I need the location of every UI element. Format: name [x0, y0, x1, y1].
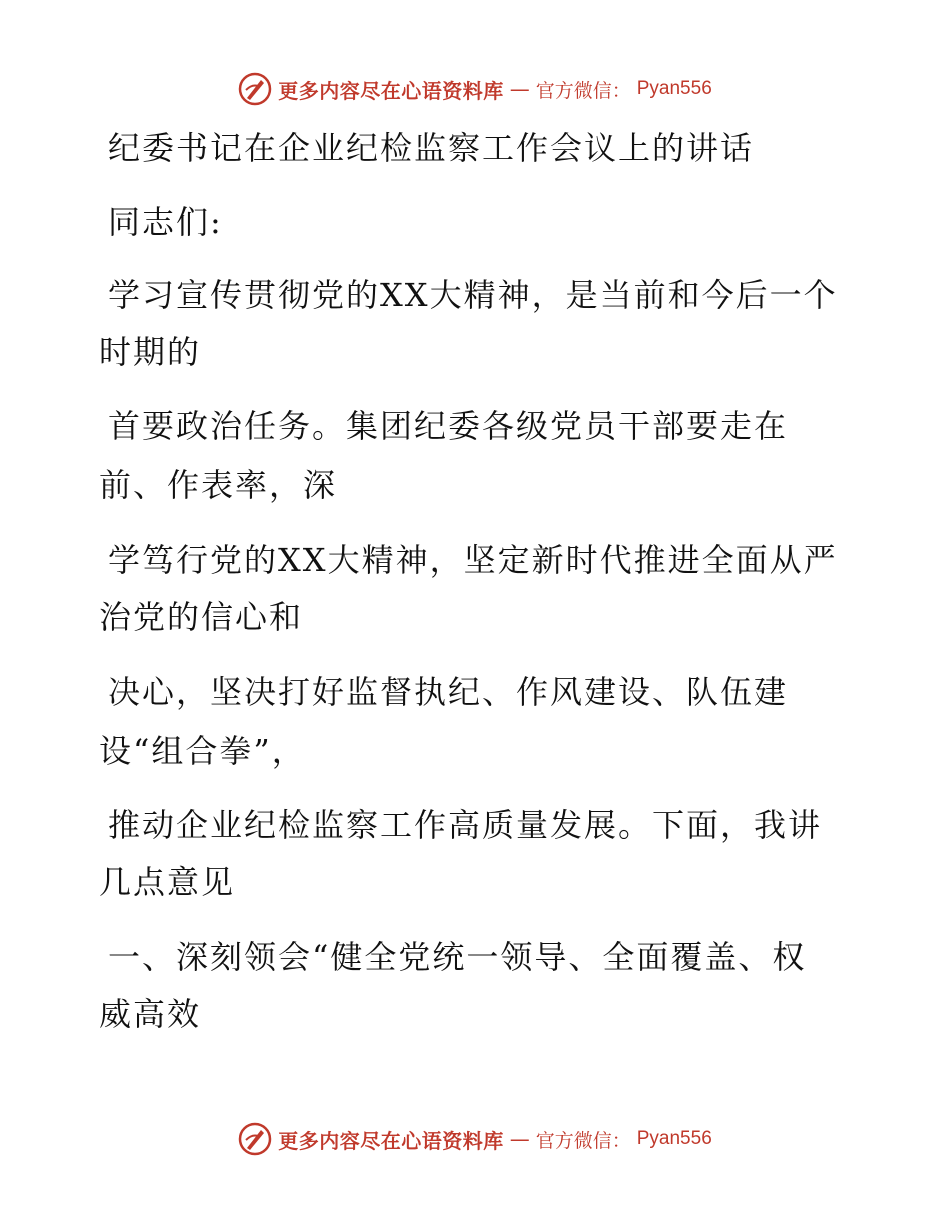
watermark-label: 官方微信：: [535, 1129, 631, 1152]
text-line: 学习宣传贯彻党的XX大精神，是当前和今后一个: [108, 276, 838, 314]
text-line: 前、作表率，深: [99, 466, 338, 504]
watermark-account: Pyan556: [636, 1128, 712, 1149]
document-title: 纪委书记在企业纪检监察工作会议上的讲话: [108, 129, 755, 167]
text-line: 设“组合拳”，: [99, 732, 306, 770]
watermark-separator: —: [509, 1127, 530, 1151]
quill-logo-icon: [238, 1122, 272, 1156]
watermark-separator: —: [509, 77, 530, 101]
text-line: 治党的信心和: [99, 598, 304, 636]
text-line: 时期的: [99, 333, 202, 371]
text-line: 决心，坚决打好监督执纪、作风建设、队伍建: [108, 673, 789, 711]
text-line: 首要政治任务。集团纪委各级党员干部要走在: [108, 407, 789, 445]
section-heading: 一、深刻领会“健全党统一领导、全面覆盖、权: [108, 938, 807, 976]
text-line: 推动企业纪检监察工作高质量发展。下面，我讲: [108, 806, 823, 844]
quill-logo-icon: [238, 72, 272, 106]
text-line: 学笃行党的XX大精神，坚定新时代推进全面从严: [108, 541, 838, 579]
text-line: 几点意见: [99, 863, 236, 901]
header-watermark: [0, 72, 950, 106]
footer-watermark: [0, 1122, 950, 1156]
watermark-label: 官方微信：: [535, 79, 631, 102]
watermark-text: 更多内容尽在心语资料库: [278, 1128, 504, 1153]
text-line: 威高效: [99, 995, 202, 1033]
salutation: 同志们:: [108, 203, 223, 241]
watermark-text: 更多内容尽在心语资料库: [278, 78, 504, 103]
watermark-account: Pyan556: [636, 78, 712, 99]
